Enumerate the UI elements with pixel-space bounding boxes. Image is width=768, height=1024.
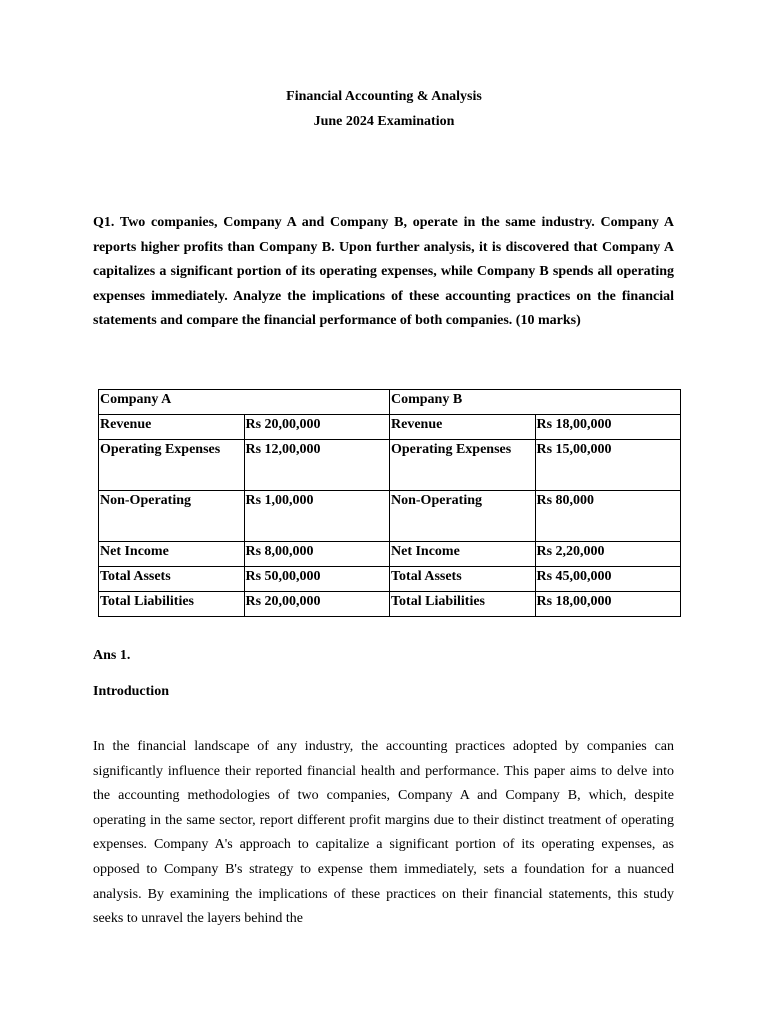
company-a-value: Rs 8,00,000 — [244, 542, 390, 567]
table-row — [99, 567, 681, 592]
document-subtitle: June 2024 Examination — [313, 114, 455, 129]
company-b-label: Non-Operating — [390, 491, 536, 542]
table-row — [99, 542, 681, 567]
company-b-header: Company B — [390, 390, 681, 415]
company-a-label: Revenue — [99, 415, 245, 440]
company-b-value: Rs 18,00,000 — [535, 592, 681, 617]
introduction-heading: Introduction — [93, 684, 169, 699]
company-a-label: Total Liabilities — [99, 592, 245, 617]
table-header-row — [99, 390, 681, 415]
company-a-value: Rs 20,00,000 — [244, 592, 390, 617]
financial-comparison-table — [98, 389, 681, 617]
company-b-label: Total Assets — [390, 567, 536, 592]
company-a-value: Rs 50,00,000 — [244, 567, 390, 592]
introduction-paragraph: In the financial landscape of any industry, the accounting practices adopted by companies can significantly influence their reported financial health and performance. This paper aims to delve into the accounting methodologies of two companies, Company A and Company B, which, despite operating in the same sector, report different profit margins due to their distinct treatment of operating expenses. Company A's approach to capitalize a significant portion of its operating expenses, as opposed to Company B's strategy to expense them immediately, sets a foundation for a nuanced analysis. By examining the implications of these practices on their financial statements, this study seeks to unravel the layers behind the — [93, 739, 674, 927]
company-a-label: Net Income — [99, 542, 245, 567]
company-b-label: Operating Expenses — [390, 440, 536, 491]
company-a-value: Rs 12,00,000 — [244, 440, 390, 491]
company-b-label: Total Liabilities — [390, 592, 536, 617]
table-row — [99, 592, 681, 617]
company-b-value: Rs 80,000 — [535, 491, 681, 542]
company-a-value: Rs 20,00,000 — [244, 415, 390, 440]
company-a-header: Company A — [99, 390, 390, 415]
company-b-label: Revenue — [390, 415, 536, 440]
company-b-label: Net Income — [390, 542, 536, 567]
company-a-value: Rs 1,00,000 — [244, 491, 390, 542]
company-b-value: Rs 18,00,000 — [535, 415, 681, 440]
company-a-label: Total Assets — [99, 567, 245, 592]
company-b-value: Rs 45,00,000 — [535, 567, 681, 592]
table-row — [99, 415, 681, 440]
company-b-value: Rs 2,20,000 — [535, 542, 681, 567]
company-a-label: Operating Expenses — [99, 440, 245, 491]
table-row — [99, 491, 681, 542]
answer-label: Ans 1. — [93, 648, 131, 663]
company-a-label: Non-Operating — [99, 491, 245, 542]
document-title: Financial Accounting & Analysis — [286, 89, 482, 104]
table-row — [99, 440, 681, 491]
company-b-value: Rs 15,00,000 — [535, 440, 681, 491]
question-text: Q1. Two companies, Company A and Company B, operate in the same industry. Company A reports higher profits than Company B. Upon further analysis, it is discovered that Company A capitalizes a significant portion of its operating expenses, while Company B spends all operating expenses immediately. Analyze the implications of these accounting practices on the financial statements and compare the financial performance of both companies. (10 marks) — [93, 215, 674, 329]
